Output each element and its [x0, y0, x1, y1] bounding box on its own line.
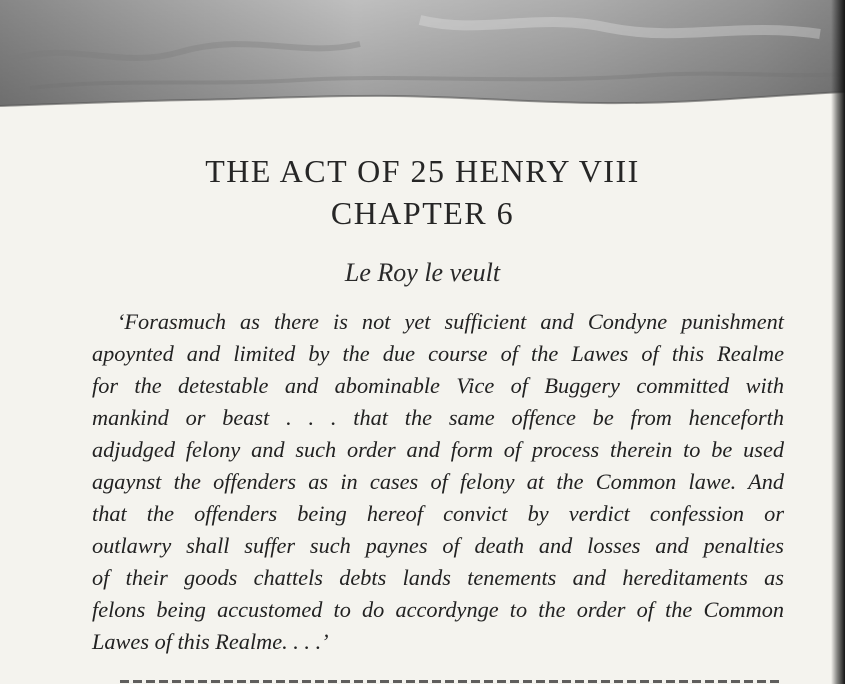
quote-line: apoynted and limited by the due course of the Lawes of this Realme	[92, 341, 784, 366]
act-title: THE ACT OF 25 HENRY VIII	[205, 153, 640, 189]
quote-line: adjudged felony and such order and form of process therein to be used	[92, 437, 784, 462]
quote-line: of their goods chattels debts lands tenements and hereditaments as	[92, 565, 784, 590]
quote-line: ‘Forasmuch as there is not yet sufficient and Condyne punishment	[117, 309, 784, 334]
quote-line: for the detestable and abominable Vice of Buggery committed with	[92, 373, 784, 398]
quote-line: agaynst the offenders as in cases of felony at the Common lawe. And	[92, 469, 784, 494]
quote-line: mankind or beast . . . that the same offence be from henceforth	[92, 405, 784, 430]
quote-line: felons being accustomed to do accordynge to the order of the Common	[92, 597, 784, 622]
page-binding-edge	[831, 0, 845, 684]
act-quotation	[92, 306, 784, 658]
royal-assent: Le Roy le veult	[344, 258, 501, 287]
quote-line: Lawes of this Realme. . . .’	[92, 629, 329, 654]
chapter-title: CHAPTER 6	[330, 195, 515, 231]
quote-line: outlawry shall suffer such paynes of death and losses and penalties	[92, 533, 784, 558]
document-photograph	[0, 0, 845, 112]
quote-line: that the offenders being hereof convict by verdict confession or	[92, 501, 784, 526]
cut-off-text-line	[120, 674, 780, 684]
